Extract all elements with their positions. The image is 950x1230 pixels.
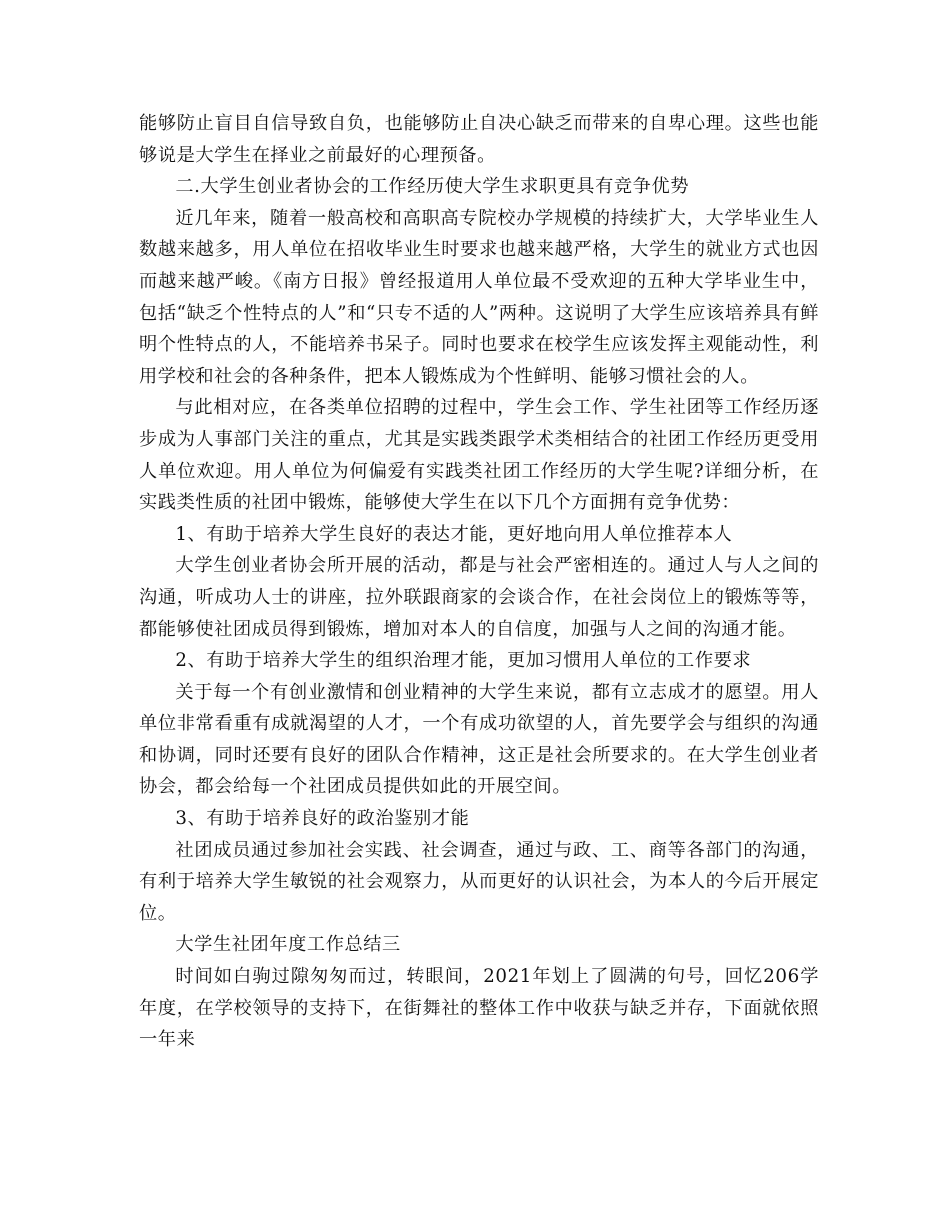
subheading-3: 3、有助于培养良好的政治鉴别才能 [175,808,470,830]
subheading-1: 1、有助于培养大学生良好的表达才能，更好地向用人单位推荐本人 [175,523,733,545]
paragraph-12: 时间如白驹过隙匆匆而过，转眼间，2021年划上了圆满的句号，回忆206学年度，在学校领导的支持下，在街舞社的整体工作中收获与缺乏并存，下面就依照一年来 [139,966,819,1051]
paragraph-10: 社团成员通过参加社会实践、社会调查，通过与政、工、商等各部门的沟通，有利于培养大学生敏锐的社会观察力，从而更好的认识社会，为本人的今后开展定位。 [139,839,819,924]
paragraph-3: 近几年来，随着一般高校和高职高专院校办学规模的持续扩大，大学毕业生人数越来越多，用人单位在招收毕业生时要求也越来越严格，大学生的就业方式也因而越来越严峻。《南方日报》曾经报道用人单位最不受欢迎的五种大学毕业生中，包括“缺乏个性特点的人”和“只专不适的人”两种。这说明了大学生应该培养具有鲜明个性特点的人，不能培养书呆子。同时也要求在校学生应该发挥主观能动性，利用学校和社会的各种条件，把本人锻炼成为个性鲜明、能够习惯社会的人。 [139,207,819,387]
paragraph-1: 能够防止盲目自信导致自负，也能够防止自决心缺乏而带来的自卑心理。这些也能够说是大学生在择业之前最好的心理预备。 [139,113,819,166]
paragraph-8: 关于每一个有创业激情和创业精神的大学生来说，都有立志成才的愿望。用人单位非常看重有成就渴望的人才，一个有成功欲望的人，首先要学会与组织的沟通和协调，同时还要有良好的团队合作精神，这正是社会所要求的。在大学生创业者协会，都会给每一个社团成员提供如此的开展空间。 [139,681,819,798]
section-title-3: 大学生社团年度工作总结三 [175,934,401,956]
section-heading-2: 二.大学生创业者协会的工作经历使大学生求职更具有竞争优势 [175,176,690,198]
paragraph-6: 大学生创业者协会所开展的活动，都是与社会严密相连的。通过人与人之间的沟通，听成功人士的讲座，拉外联跟商家的会谈合作，在社会岗位上的锻炼等等，都能够使社团成员得到锻炼，增加对本人的自信度，加强与人之间的沟通才能。 [139,555,819,640]
paragraph-4: 与此相对应，在各类单位招聘的过程中，学生会工作、学生社团等工作经历逐步成为人事部门关注的重点，尤其是实践类跟学术类相结合的社团工作经历更受用人单位欢迎。用人单位为何偏爱有实践类社团工作经历的大学生呢?详细分析，在实践类性质的社团中锻炼，能够使大学生在以下几个方面拥有竞争优势： [139,397,819,514]
document-body [139,108,819,1056]
subheading-2: 2、有助于培养大学生的组织治理才能，更加习惯用人单位的工作要求 [175,650,752,672]
